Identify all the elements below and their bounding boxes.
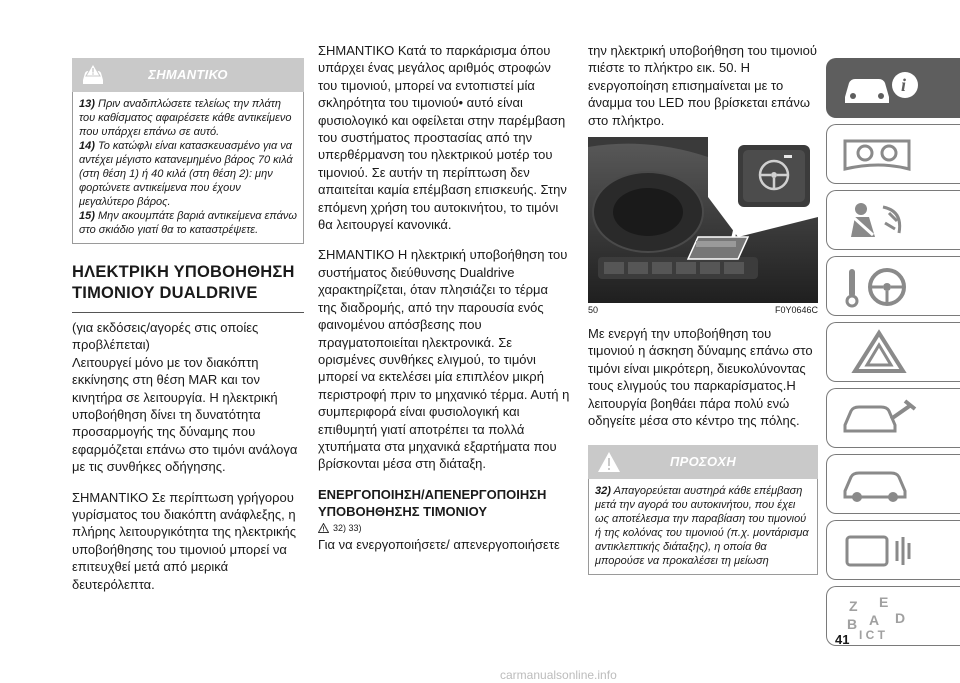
car-maintenance-icon [839, 395, 929, 441]
body-paragraph: ΣΗΜΑΝΤΙΚΟ Σε περίπτωση γρήγορου γυρίσματος του διακόπτη ανάφλεξης, η πλήρης λειτουργικότητα της ηλεκτρικής υποβοήθησης του τιμονιού μπορεί να επιτευχθεί μετά από μερικά δευτερόλεπτα. [72, 489, 296, 592]
watermark: carmanualsonline.info [500, 668, 617, 682]
body-paragraph: ΣΗΜΑΝΤΙΚΟ Κατά το παρκάρισμα όπου υπάρχει ένας μεγάλος αριθμός στροφών του τιμονιού, μπορεί να εντοπιστεί μία σκληρότητα του τιμονιού• αυτό είναι φυσιολογικό και οφείλεται στην παρέμβαση του συστήματος προστασίας από την υπερθέρμανση του ηλεκτρικού μοτέρ του τιμονιού. Σε αυτήν τη περίπτωση δεν απαιτείται καμία επέμβαση επισκευής. Στην επόμενη χρήση του αυτοκινήτου, το τιμόνι θα λειτουργεί κανονικά. [318, 43, 567, 233]
figure-caption [588, 305, 818, 315]
tab-maintenance[interactable] [826, 388, 960, 448]
dashboard-button-illustration [588, 137, 818, 303]
steering-wheel-key-icon [839, 263, 929, 309]
subsection-heading-activation: ΕΝΕΡΓΟΠΟΙΗΣΗ/ΑΠΕΝΕΡΓΟΠΟΙΗΣΗ ΥΠΟΒΟΗΘΗΣΗΣ ΤΙΜΟΝΙΟΥ [318, 486, 547, 519]
tab-dashboard[interactable] [826, 124, 960, 184]
caution-notice-title: ΠΡΟΣΟΧΗ [669, 454, 737, 470]
chapter-tabs [826, 58, 960, 652]
notice-item: 32) Απαγορεύεται αυστηρά κάθε επέμβαση μετά την αγορά του αυτοκινήτου, που έχει ως αποτέλεσμα την παραβίαση του τιμονιού ή της κολόνας του τιμονιού (π.χ. μοντάρισμα αντικλεπτικής διάταξης), η οποία θα μπορούσε να προκαλέσει τη μείωση [595, 485, 809, 568]
svg-text:A: A [869, 612, 880, 628]
seatbelt-airbag-icon [839, 197, 929, 243]
svg-text:i: i [901, 75, 907, 95]
column-middle [318, 42, 570, 566]
important-notice-title: ΣΗΜΑΝΤΙΚΟ [148, 67, 228, 82]
caution-notice-header [588, 445, 818, 479]
svg-text:I C T: I C T [859, 628, 885, 639]
section-heading-dualdrive: ΗΛΕΚΤΡΙΚΗ ΥΠΟΒΟΗΘΗΣΗ ΤΙΜΟΝΙΟΥ DUALDRIVE [72, 263, 295, 302]
car-spec-icon [839, 461, 929, 507]
svg-text:E: E [879, 594, 889, 610]
multimedia-icon [839, 527, 929, 573]
body-paragraph: ΣΗΜΑΝΤΙΚΟ Η ηλεκτρική υποβοήθηση του συστήματος διεύθυνσης Dualdrive χαρακτηρίζεται, όταν πλησιάζει το τέρμα της διαδρομής, από την παρουσία ενός φαινομένου απόσβεσης που πραγματοποιείται ηλεκτρονικά. Σε ορισμένες συνθήκες ελιγμού, το τιμόνι μπορεί να εκτελέσει μία επιπλέον μικρή περιστροφή πριν το μηχανικό τέρμα. Αυτή η συμπεριφορά είναι φυσιολογική και επιθυμητή γιατί αποτρέπει τα πολλά χτυπήματα στα μηχανικά εξαρτήματα που βρίσκονται μέσα στη διάταξη. [318, 247, 570, 472]
svg-text:D: D [895, 610, 906, 626]
body-paragraph: Για να ενεργοποιήσετε/ απενεργοποιήσετε [318, 536, 560, 552]
tab-multimedia[interactable] [826, 520, 960, 580]
body-paragraph: (για εκδόσεις/αγορές στις οποίες προβλέπεται) Λειτουργεί μόνο με τον διακόπτη εκκίνησης στη θέση MAR και τον κινητήρα σε λειτουργία. Η ηλεκτρική υποβοήθηση δίνει τη δυνατότητα προσαρμογής της δύναμης που εφαρμόζεται επάνω στο τιμόνι ανάλογα με τις συνθήκες οδήγησης. [72, 320, 298, 475]
tab-emergency[interactable] [826, 322, 960, 382]
important-notice-body [72, 92, 304, 244]
column-left [72, 42, 304, 606]
alphabet-index-icon [839, 593, 929, 639]
dashboard-photo [588, 137, 818, 303]
body-paragraph: την ηλεκτρική υποβοήθηση του τιμονιού πιέστε το πλήκτρο εικ. 50. Η ενεργοποίηση επισημαίνεται με το άναμμα του LED που βρίσκεται επάνω στο πλήκτρο. [588, 43, 818, 128]
reference-numbers: 32) 33) [333, 522, 362, 533]
car-info-icon [839, 65, 929, 111]
notice-item: 15) Μην ακουμπάτε βαριά αντικείμενα επάνω στο σκιάδιο γιατί θα το καταστρέψετε. [79, 210, 297, 236]
warning-triangle-icon [318, 523, 329, 533]
heading-divider [72, 312, 304, 313]
caution-notice-body [588, 479, 818, 575]
figure-number: 50 [588, 305, 599, 316]
tab-safety[interactable] [826, 190, 960, 250]
dashboard-icon [839, 131, 929, 177]
figure-code: F0Y0646C [774, 305, 818, 316]
tab-starting-driving[interactable] [826, 256, 960, 316]
page-number: 41 [835, 632, 850, 647]
column-right [588, 42, 818, 575]
svg-text:Z: Z [849, 598, 858, 614]
notice-item: 13) Πριν αναδιπλώσετε τελείως την πλάτη του καθίσματος αφαιρέσετε κάθε αντικείμενο που υπάρχει επάνω σε αυτό. [79, 98, 292, 138]
body-paragraph: Με ενεργή την υποβοήθηση του τιμονιού η άσκηση δύναμης επάνω στο τιμόνι είναι μικρότερη, διευκολύνοντας τους ελιγμούς του παρκαρίσματος.Η λειτουργία βοηθάει πάρα πολύ ενώ οδηγείτε μέσα στο κέντρο της πόλης. [588, 326, 813, 429]
tab-technical-data[interactable] [826, 454, 960, 514]
tab-car-info[interactable] [826, 58, 960, 118]
warning-references [318, 523, 570, 533]
svg-text:B: B [847, 616, 858, 632]
notice-item: 14) Το κατώφλι είναι κατασκευασμένο για να αντέχει μέγιστο κατανεμημένο βάρος 70 κιλά (στη θέση 1) ή 40 κιλά (στη θέση 2): μην φορτώνετε αντικείμενα που έχουν μεγαλύτερο βάρος. [79, 140, 293, 208]
important-notice-header [72, 58, 304, 92]
warning-triangle-icon [839, 329, 929, 375]
